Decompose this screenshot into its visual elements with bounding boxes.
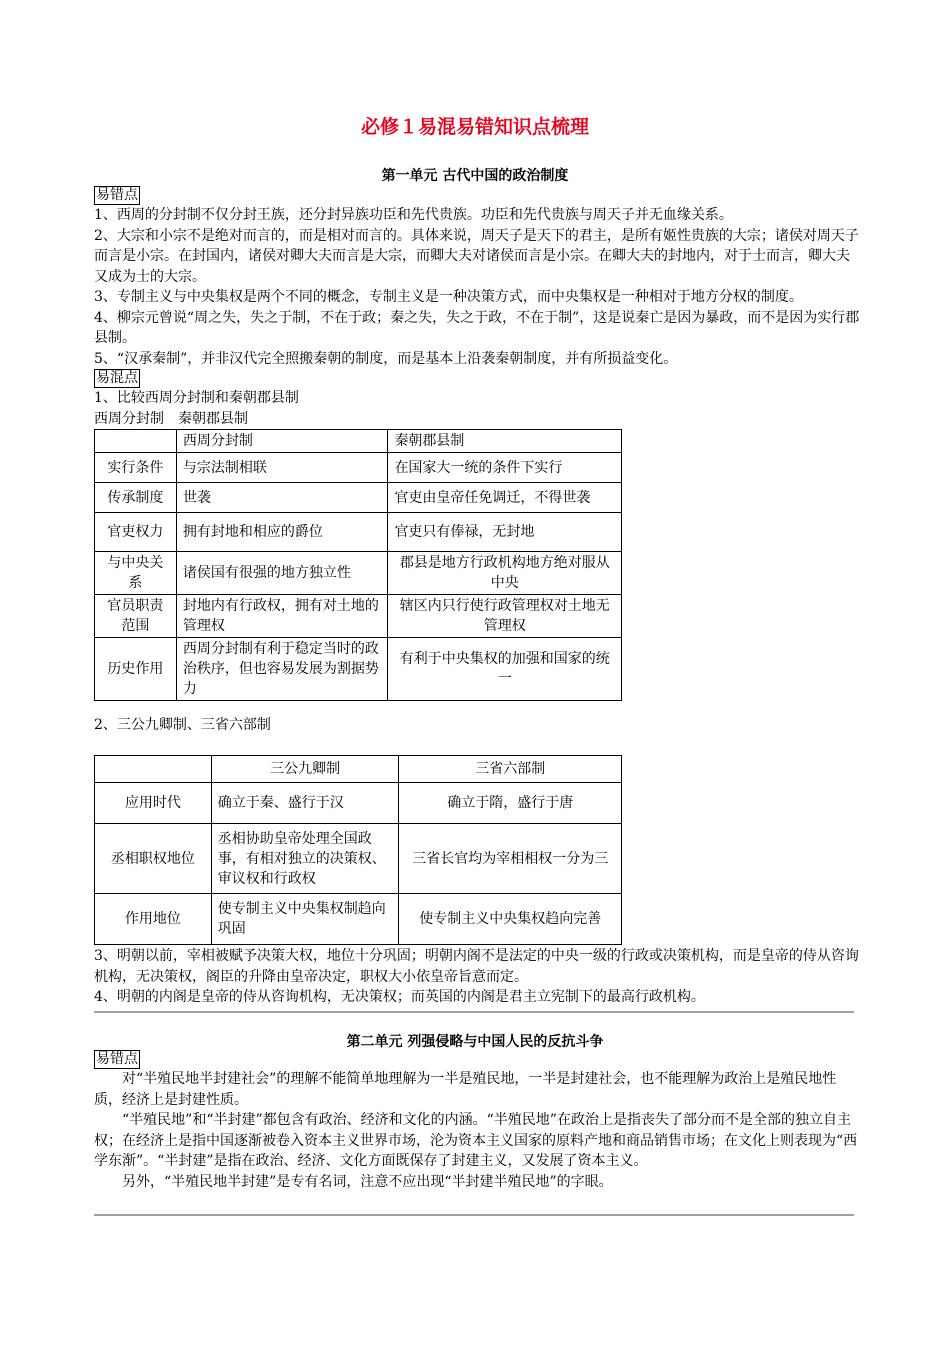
table-cell: 确立于隋，盛行于唐 xyxy=(399,783,622,824)
table-cell: 辖区内只行使行政管理权对土地无管理权 xyxy=(388,595,622,638)
table-cell: 丞相协助皇帝处理全国政事，有相对独立的决策权、审议权和行政权 xyxy=(211,824,399,894)
table-header-row xyxy=(95,756,622,783)
table-fenfeng-junxian xyxy=(94,429,622,701)
table-sangong-sansheng xyxy=(94,755,622,945)
compare2-heading xyxy=(94,715,860,736)
compare2-title: 2、三公九卿制、三省六部制 xyxy=(94,717,271,733)
table-cell: 官吏权力 xyxy=(95,513,177,552)
table-cell: 官员职责范围 xyxy=(95,595,177,638)
table-cell: 三省长官均为宰相相权一分为三 xyxy=(399,824,622,894)
unit2-title: 第二单元 列强侵略与中国人民的反抗斗争 xyxy=(346,1034,604,1050)
table-cell: 官吏只有俸禄，无封地 xyxy=(388,513,622,552)
table-header-cell xyxy=(95,756,212,783)
table-row xyxy=(95,894,622,945)
error-tag: 易错点 xyxy=(96,1051,138,1067)
table-cell: 拥有封地和相应的爵位 xyxy=(176,513,388,552)
section-divider xyxy=(94,1214,854,1216)
table-header-cell xyxy=(95,430,177,453)
table-cell: 有利于中央集权的加强和国家的统一 xyxy=(388,638,622,701)
confuse-tag: 易混点 xyxy=(96,370,138,386)
table-row xyxy=(95,552,622,595)
table-row xyxy=(95,824,622,894)
table-cell: 作用地位 xyxy=(95,894,212,945)
unit2-para-2: “半殖民地”和“半封建”都包含有政治、经济和文化的内涵。“半殖民地”在政治上是指丧失了部分而不是全部的独立自主权；在经济上是指中国逐渐被卷入资本主义世界市场，沦为资本主义国家的原料产地和商品销售市场；在文化上则表现为“西学东渐”。“半封建”是指在政治、经济、文化方面既保存了封建主义，又发展了资本主义。 xyxy=(94,1112,858,1169)
error-item-5: 5、“汉承秦制”，并非汉代完全照搬秦朝的制度，而是基本上沿袭秦朝制度，并有所损益变化。 xyxy=(94,350,678,367)
table-row xyxy=(95,513,622,552)
error-tag: 易错点 xyxy=(96,187,138,203)
after-item-3: 3、明朝以前，宰相被赋予决策大权，地位十分巩固；明朝内阁不是法定的中央一级的行政或决策机构，而是皇帝的侍从咨询机构，无决策权，阁臣的升降由皇帝决定，职权大小依皇帝旨意而定。 xyxy=(94,948,859,985)
table-cell: 丞相职权地位 xyxy=(95,824,212,894)
table-cell: 在国家大一统的条件下实行 xyxy=(388,453,622,483)
table-cell: 封地内有行政权，拥有对土地的管理权 xyxy=(176,595,388,638)
document-title: 必修１易混易错知识点梳理 xyxy=(360,116,589,138)
table-cell: 确立于秦、盛行于汉 xyxy=(211,783,399,824)
unit2-errors-section xyxy=(94,1050,860,1192)
table-row xyxy=(95,638,622,701)
table-header-cell: 秦朝郡县制 xyxy=(388,430,622,453)
compare1-caption: 西周分封制 秦朝郡县制 xyxy=(94,410,248,427)
table-cell: 应用时代 xyxy=(95,783,212,824)
table-cell: 与宗法制相联 xyxy=(176,453,388,483)
table-row xyxy=(95,783,622,824)
table-cell: 郡县是地方行政机构地方绝对服从中央 xyxy=(388,552,622,595)
table-header-row xyxy=(95,430,622,453)
table-cell: 历史作用 xyxy=(95,638,177,701)
table-row xyxy=(95,453,622,483)
table-header-cell: 三省六部制 xyxy=(399,756,622,783)
table-cell: 西周分封制有利于稳定当时的政治秩序，但也容易发展为割据势力 xyxy=(176,638,388,701)
table-cell: 实行条件 xyxy=(95,453,177,483)
table-cell: 诸侯国有很强的地方独立性 xyxy=(176,552,388,595)
error-item-4: 4、柳宗元曾说“周之失，失之于制，不在于政；秦之失，失之于政，不在于制”，这是说秦亡是因为暴政，而不是因为实行郡县制。 xyxy=(94,309,860,346)
table-row xyxy=(95,595,622,638)
table-cell: 世袭 xyxy=(176,483,388,513)
table-cell: 使专制主义中央集权制趋向巩固 xyxy=(211,894,399,945)
error-item-1: 1、西周的分封制不仅分封王族，还分封异族功臣和先代贵族。功臣和先代贵族与周天子并无血缘关系。 xyxy=(94,207,733,223)
error-item-2: 2、大宗和小宗不是绝对而言的，而是相对而言的。具体来说，周天子是天下的君主，是所有姬性贵族的大宗；诸侯对周天子而言是小宗。在封国内，诸侯对卿大夫而言是大宗，而卿大夫对诸侯而言是小宗。在卿大夫的封地内，对于士而言，卿大夫又成为士的大宗。 xyxy=(94,227,859,285)
table-header-cell: 西周分封制 xyxy=(176,430,388,453)
after-item-4: 4、明朝的内阁是皇帝的侍从咨询机构，无决策权；而英国的内阁是君主立宪制下的最高行政机构。 xyxy=(94,989,705,1005)
unit1-after-section xyxy=(94,946,860,1008)
section-divider xyxy=(94,1011,854,1013)
unit1-errors-section xyxy=(94,186,860,429)
unit1-title: 第一单元 古代中国的政治制度 xyxy=(381,168,569,184)
error-item-3: 3、专制主义与中央集权是两个不同的概念，专制主义是一种决策方式，而中央集权是一种相对于地方分权的制度。 xyxy=(94,289,803,305)
unit2-para-3: 另外，“半殖民地半封建”是专有名词，注意不应出现“半封建半殖民地”的字眼。 xyxy=(122,1173,613,1190)
table-cell: 官吏由皇帝任免调迁，不得世袭 xyxy=(388,483,622,513)
unit2-para-1: 对“半殖民地半封建社会”的理解不能简单地理解为一半是殖民地，一半是封建社会，也不能理解为政治上是殖民地性质，经济上是封建性质。 xyxy=(94,1071,837,1108)
table-cell: 使专制主义中央集权趋向完善 xyxy=(399,894,622,945)
table-row xyxy=(95,483,622,513)
compare1-title: 1、比较西周分封制和秦朝郡县制 xyxy=(94,390,299,406)
table-cell: 传承制度 xyxy=(95,483,177,513)
table-header-cell: 三公九卿制 xyxy=(211,756,399,783)
table-cell: 与中央关系 xyxy=(95,552,177,595)
